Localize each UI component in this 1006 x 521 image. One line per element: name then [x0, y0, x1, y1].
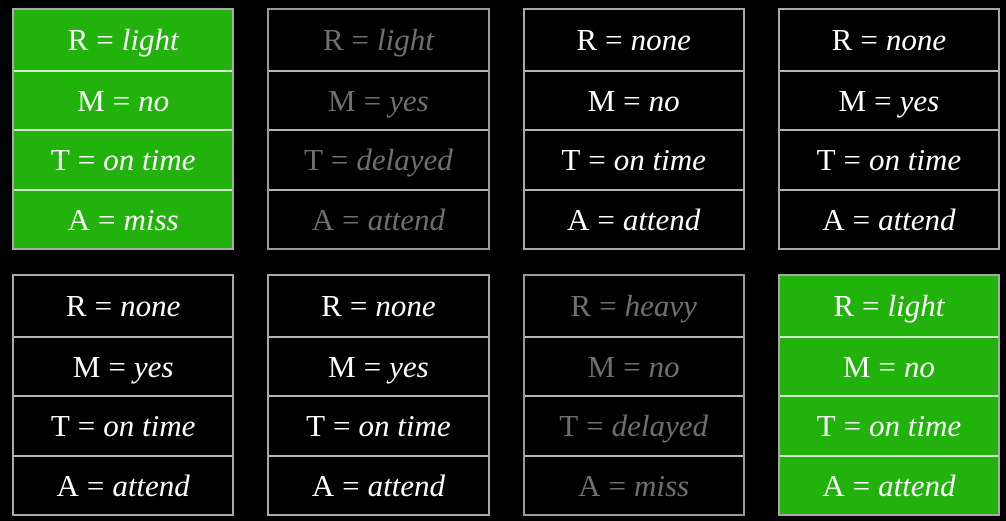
- assignment-row: [525, 395, 743, 455]
- assignment-row: [525, 70, 743, 130]
- sample-card-7-dimmed: [523, 274, 745, 516]
- variable-name: A: [67, 201, 90, 237]
- variable-name: R: [576, 22, 598, 58]
- assignment-row: [780, 455, 998, 515]
- equals-sign: =: [843, 408, 862, 444]
- variable-value: on time: [869, 142, 962, 178]
- variable-value: miss: [633, 467, 690, 503]
- assignment-row: [525, 10, 743, 70]
- variable-value: attend: [878, 467, 956, 503]
- variable-value: light: [887, 288, 945, 324]
- assignment-row: [269, 455, 487, 515]
- variable-name: T: [559, 408, 579, 444]
- equals-sign: =: [351, 22, 370, 58]
- equals-sign: =: [112, 82, 131, 118]
- variable-value: none: [885, 22, 947, 58]
- equals-sign: =: [862, 288, 880, 324]
- assignment-row: [14, 276, 232, 336]
- assignment-row: [780, 395, 998, 455]
- equals-sign: =: [363, 82, 382, 118]
- equals-sign: =: [597, 201, 615, 237]
- equals-sign: =: [586, 408, 604, 444]
- equals-sign: =: [333, 408, 351, 444]
- variable-value: on time: [358, 408, 451, 444]
- variable-name: A: [56, 467, 79, 503]
- variable-value: on time: [103, 408, 196, 444]
- variable-value: on time: [613, 142, 706, 178]
- variable-name: T: [50, 142, 70, 178]
- equals-sign: =: [599, 288, 617, 324]
- equals-sign: =: [86, 467, 105, 503]
- equals-sign: =: [860, 22, 878, 58]
- assignment-row: [780, 10, 998, 70]
- assignment-row: [269, 129, 487, 189]
- variable-value: heavy: [624, 288, 697, 324]
- variable-name: T: [306, 408, 326, 444]
- variable-value: delayed: [356, 142, 453, 178]
- assignment-row: [780, 70, 998, 130]
- variable-value: attend: [367, 201, 446, 237]
- equals-sign: =: [330, 142, 349, 178]
- sample-card-2-dimmed: [267, 8, 489, 250]
- equals-sign: =: [342, 201, 360, 237]
- variable-value: none: [630, 22, 691, 58]
- equals-sign: =: [843, 142, 862, 178]
- equals-sign: =: [852, 201, 871, 237]
- variable-name: R: [570, 288, 592, 324]
- variable-name: M: [328, 82, 356, 118]
- equals-sign: =: [874, 82, 892, 118]
- equals-sign: =: [852, 467, 871, 503]
- assignment-row: [14, 129, 232, 189]
- variable-value: on time: [869, 408, 962, 444]
- variable-value: attend: [112, 467, 190, 503]
- variable-value: no: [648, 82, 680, 118]
- variable-value: none: [375, 288, 436, 324]
- variable-name: A: [822, 201, 845, 237]
- equals-sign: =: [605, 22, 623, 58]
- variable-value: no: [648, 348, 680, 384]
- assignment-row: [269, 70, 487, 130]
- assignment-row: [14, 455, 232, 515]
- variable-name: A: [311, 467, 335, 503]
- variable-value: none: [120, 288, 181, 324]
- equals-sign: =: [342, 467, 360, 503]
- assignment-row: [14, 336, 232, 396]
- assignment-row: [14, 395, 232, 455]
- variable-value: on time: [103, 142, 196, 178]
- assignment-row: [14, 10, 232, 70]
- variable-name: A: [566, 201, 590, 237]
- sample-card-8-highlighted: [778, 274, 1000, 516]
- variable-name: A: [578, 467, 601, 503]
- assignment-row: [269, 189, 487, 249]
- equals-sign: =: [77, 142, 96, 178]
- assignment-row: [269, 395, 487, 455]
- assignment-row: [525, 129, 743, 189]
- variable-value: no: [138, 82, 170, 118]
- assignment-row: [780, 336, 998, 396]
- variable-name: M: [77, 82, 105, 118]
- equals-sign: =: [98, 201, 116, 237]
- variable-value: light: [121, 22, 179, 58]
- assignment-row: [525, 189, 743, 249]
- assignment-row: [525, 276, 743, 336]
- variable-name: R: [321, 288, 342, 324]
- variable-name: T: [561, 142, 581, 178]
- equals-sign: =: [349, 288, 368, 324]
- variable-value: yes: [899, 82, 940, 118]
- variable-value: light: [377, 22, 434, 58]
- sample-card-4-normal: [778, 8, 1000, 250]
- variable-name: M: [587, 82, 616, 118]
- assignment-row: [269, 10, 487, 70]
- variable-name: R: [833, 288, 855, 324]
- assignment-row: [269, 336, 487, 396]
- assignment-row: [780, 276, 998, 336]
- variable-value: attend: [878, 201, 956, 237]
- variable-name: R: [65, 288, 87, 324]
- equals-sign: =: [96, 22, 114, 58]
- variable-name: R: [67, 22, 89, 58]
- assignment-row: [525, 336, 743, 396]
- variable-name: T: [816, 408, 836, 444]
- variable-name: M: [842, 348, 871, 384]
- variable-value: miss: [123, 201, 179, 237]
- sample-card-1-highlighted: [12, 8, 234, 250]
- equals-sign: =: [363, 348, 382, 384]
- variable-value: no: [903, 348, 935, 384]
- variable-name: R: [322, 22, 344, 58]
- variable-value: yes: [133, 348, 174, 384]
- equals-sign: =: [588, 142, 606, 178]
- sample-card-5-normal: [12, 274, 234, 516]
- variable-name: R: [831, 22, 853, 58]
- variable-value: attend: [622, 201, 701, 237]
- variable-name: M: [838, 82, 867, 118]
- variable-name: M: [587, 348, 616, 384]
- equals-sign: =: [623, 348, 641, 384]
- equals-sign: =: [77, 408, 96, 444]
- variable-name: T: [50, 408, 70, 444]
- equals-sign: =: [94, 288, 113, 324]
- equals-sign: =: [608, 467, 626, 503]
- variable-value: attend: [367, 467, 446, 503]
- equals-sign: =: [623, 82, 641, 118]
- variable-name: T: [303, 142, 323, 178]
- variable-name: M: [72, 348, 101, 384]
- variable-value: yes: [389, 348, 429, 384]
- assignment-row: [14, 189, 232, 249]
- variable-value: delayed: [611, 408, 709, 444]
- sample-card-6-normal: [267, 274, 489, 516]
- equals-sign: =: [108, 348, 126, 384]
- assignment-row: [269, 276, 487, 336]
- equals-sign: =: [878, 348, 896, 384]
- assignment-row: [780, 129, 998, 189]
- assignment-row: [525, 455, 743, 515]
- variable-name: M: [328, 348, 356, 384]
- sample-card-3-normal: [523, 8, 745, 250]
- variable-name: T: [816, 142, 836, 178]
- assignment-row: [14, 70, 232, 130]
- variable-value: yes: [389, 82, 429, 118]
- variable-name: A: [311, 201, 335, 237]
- variable-name: A: [822, 467, 845, 503]
- assignment-row: [780, 189, 998, 249]
